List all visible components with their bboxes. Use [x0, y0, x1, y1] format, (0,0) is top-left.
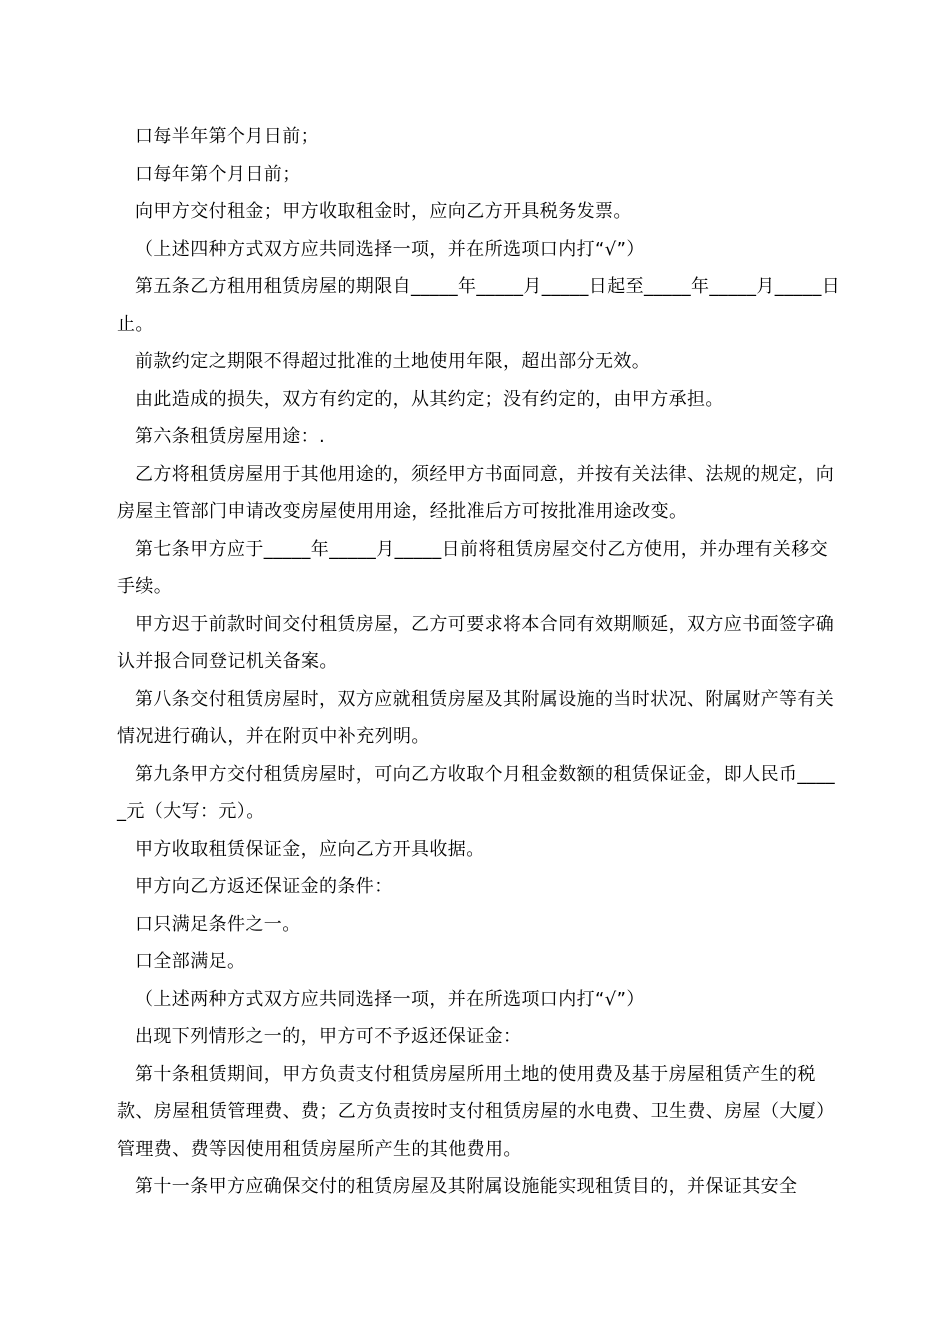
article-6-usage: 第六条租赁房屋用途：.	[135, 426, 326, 447]
deposit-forfeit-clause: 出现下列情形之一的，甲方可不予返还保证金：	[135, 1026, 522, 1047]
article-9-deposit: 第九条甲方交付租赁房屋时，可向乙方收取个月租金数额的租赁保证金，即人民币_____元（大写：元）。	[117, 763, 835, 822]
usage-change-clause: 乙方将租赁房屋用于其他用途的，须经甲方书面同意，并按有关法律、法规的规定，向房屋主管部门申请改变房屋使用用途，经批准后方可按批准用途改变。	[117, 463, 835, 522]
payment-method-note: （上述四种方式双方应共同选择一项，并在所选项口内打“√”）	[135, 238, 645, 260]
option-annual: 口每年第个月日前；	[135, 163, 301, 185]
deposit-receipt-clause: 甲方收取租赁保证金，应向乙方开具收据。	[135, 838, 485, 860]
article-8-handover: 第八条交付租赁房屋时，双方应就租赁房屋及其附属设施的当时状况、附属财产等有关情况进行确认，并在附页中补充列明。	[117, 688, 835, 747]
article-10-fees: 第十条租赁期间，甲方负责支付租赁房屋所用土地的使用费及基于房屋租赁产生的税款、房屋租赁管理费、费；乙方负责按时支付租赁房屋的水电费、卫生费、房屋（大厦）管理费、费等因使用租赁房屋所产生的其他费用。	[117, 1063, 835, 1160]
article-7-delivery: 第七条甲方应于_____年_____月_____日前将租赁房屋交付乙方使用，并办理有关移交手续。	[117, 538, 828, 597]
late-delivery-clause: 甲方迟于前款时间交付租赁房屋，乙方可要求将本合同有效期顺延，双方应书面签字确认并报合同登记机关备案。	[117, 613, 835, 672]
option-semiannual: 口每半年第个月日前；	[135, 126, 319, 147]
article-11-safety: 第十一条甲方应确保交付的租赁房屋及其附属设施能实现租赁目的，并保证其安全	[135, 1176, 798, 1197]
term-limit-clause: 前款约定之期限不得超过批准的土地使用年限，超出部分无效。	[135, 351, 651, 372]
loss-liability-clause: 由此造成的损失，双方有约定的，从其约定；没有约定的，由甲方承担。	[135, 388, 724, 410]
document-body	[117, 118, 842, 1206]
rent-payment-clause: 向甲方交付租金；甲方收取租金时，应向乙方开具税务发票。	[135, 201, 632, 222]
option-all-conditions: 口全部满足。	[135, 951, 246, 972]
deposit-return-conditions: 甲方向乙方返还保证金的条件：	[135, 876, 393, 897]
article-5-lease-term: 第五条乙方租用租赁房屋的期限自_____年_____月_____日起至_____年_____月_____日止。	[117, 276, 841, 335]
condition-method-note: （上述两种方式双方应共同选择一项，并在所选项口内打“√”）	[135, 988, 645, 1010]
option-any-condition: 口只满足条件之一。	[135, 913, 301, 935]
